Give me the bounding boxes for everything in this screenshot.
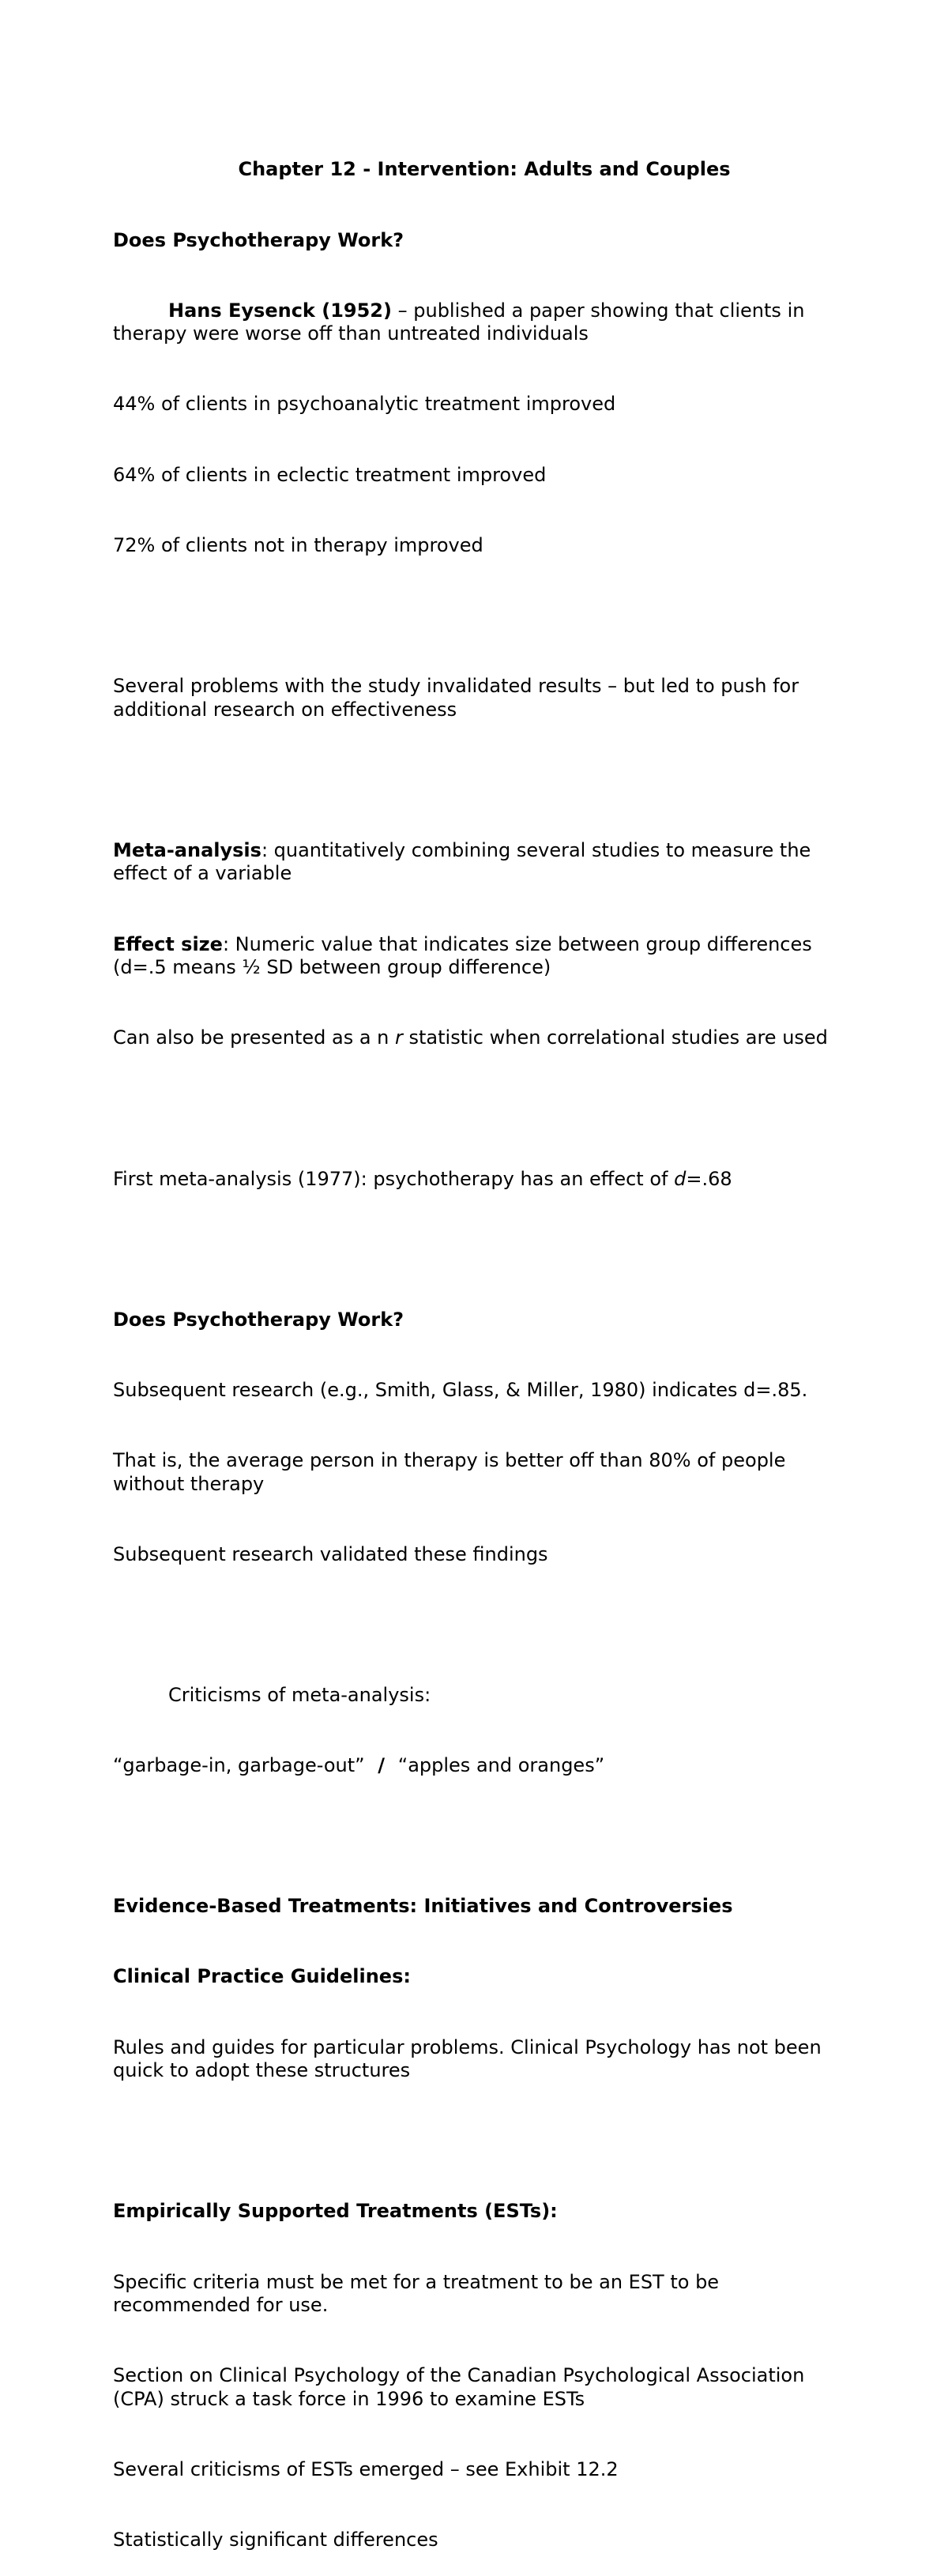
stat-line: 64% of clients in eclectic treatment improved bbox=[113, 463, 547, 486]
est-line: Several criticisms of ESTs emerged – see Exhibit 12.2 bbox=[113, 2458, 619, 2481]
r-stat-post: statistic when correlational studies are used bbox=[402, 1026, 828, 1049]
first-meta-pre: First meta-analysis (1977): psychotherapy has an effect of bbox=[113, 1167, 675, 1190]
effect-size-term: Effect size bbox=[113, 932, 223, 955]
stat-line: 72% of clients not in therapy improved bbox=[113, 533, 483, 556]
first-meta-analysis bbox=[113, 1168, 856, 1192]
blank-line bbox=[113, 1238, 856, 1262]
eysenck-paragraph bbox=[113, 299, 856, 346]
est-line: Statistically significant differences bbox=[113, 2529, 438, 2552]
est-line: Specific criteria must be met for a treatment to be an EST to be recommended for use. bbox=[113, 2270, 725, 2317]
page-title: Chapter 12 - Intervention: Adults and Couples bbox=[238, 158, 731, 181]
criticisms-label: Criticisms of meta-analysis: bbox=[168, 1684, 431, 1707]
eysenck-name: Hans Eysenck (1952) bbox=[168, 299, 392, 322]
stat-line: 44% of clients in psychoanalytic treatment improved bbox=[113, 393, 616, 416]
r-statistic-paragraph bbox=[113, 1026, 856, 1050]
section-heading-ebt: Evidence-Based Treatments: Initiatives and Controversies bbox=[113, 1895, 733, 1918]
blank-line bbox=[113, 1825, 856, 1848]
meta-analysis-definition bbox=[113, 839, 856, 886]
validated-line: Subsequent research validated these findings bbox=[113, 1542, 548, 1565]
average-person-paragraph: That is, the average person in therapy is better off than 80% of people without therapy bbox=[113, 1449, 792, 1495]
meta-analysis-def: : quantitatively combining several studies to measure the effect of a variable bbox=[113, 838, 817, 885]
eysenck-text: – published a paper showing that clients in therapy were worse off than untreated individuals bbox=[113, 299, 811, 345]
subsequent-research: Subsequent research (e.g., Smith, Glass, & Miller, 1980) indicates d=.85. bbox=[113, 1378, 808, 1401]
section-heading-psychotherapy: Does Psychotherapy Work? bbox=[113, 228, 404, 251]
criticism-apples: “apples and oranges” bbox=[397, 1754, 605, 1777]
r-stat-pre: Can also be presented as a n bbox=[113, 1026, 395, 1049]
first-meta-d: d bbox=[674, 1167, 687, 1190]
blank-line bbox=[113, 1098, 856, 1121]
section-heading-cpg: Clinical Practice Guidelines: bbox=[113, 1965, 411, 1988]
criticism-garbage: “garbage-in, garbage-out” bbox=[113, 1754, 365, 1777]
document-body bbox=[113, 111, 856, 2576]
section-heading-psychotherapy-2: Does Psychotherapy Work? bbox=[113, 1308, 404, 1331]
est-line: Section on Clinical Psychology of the Canadian Psychological Association (CPA) struck a task force in 1996 to examine ESTs bbox=[113, 2364, 811, 2411]
cpg-paragraph: Rules and guides for particular problems. Clinical Psychology has not been quick to adopt these structures bbox=[113, 2036, 828, 2082]
problems-paragraph: Several problems with the study invalidated results – but led to push for additional research on effectiveness bbox=[113, 674, 805, 721]
blank-line bbox=[113, 769, 856, 793]
blank-line bbox=[113, 2130, 856, 2153]
first-meta-post: =.68 bbox=[686, 1167, 732, 1190]
effect-size-definition bbox=[113, 933, 856, 980]
criticism-separator: / bbox=[364, 1754, 398, 1777]
blank-line bbox=[113, 604, 856, 628]
effect-size-def: : Numeric value that indicates size between group differences (d=.5 means ½ SD between group difference) bbox=[113, 932, 818, 979]
criticisms-line bbox=[113, 1754, 856, 1778]
r-stat-symbol: r bbox=[395, 1026, 403, 1049]
blank-line bbox=[113, 1614, 856, 1637]
section-heading-est: Empirically Supported Treatments (ESTs): bbox=[113, 2200, 558, 2223]
meta-analysis-term: Meta-analysis bbox=[113, 838, 261, 861]
